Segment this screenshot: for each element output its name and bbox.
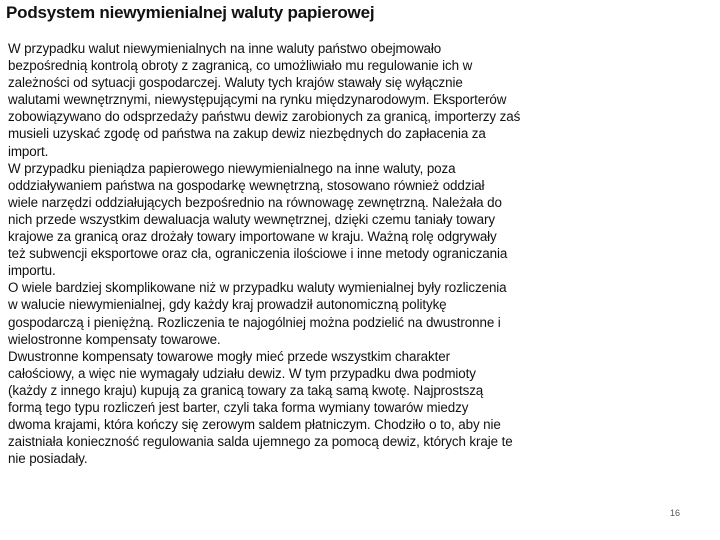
- body-line: O wiele bardziej skomplikowane niż w przypadku waluty wymienialnej były rozliczenia: [8, 280, 507, 296]
- body-line: całościowy, a więc nie wymagały udziału dewiz. W tym przypadku dwa podmioty: [8, 365, 476, 381]
- body-line: nich przede wszystkim dewaluacja waluty wewnętrznej, dzięki czemu taniały towary: [8, 211, 495, 227]
- body-line: gospodarczą i pieniężną. Rozliczenia te najogólniej można podzielić na dwustronne i: [8, 314, 501, 330]
- body-line: oddziaływaniem państwa na gospodarkę wewnętrzną, stosowano również oddział: [8, 177, 485, 193]
- body-line: import.: [8, 143, 49, 159]
- page-number: 16: [669, 508, 680, 518]
- body-line: walutami wewnętrznymi, niewystępującymi na rynku międzynarodowym. Eksporterów: [8, 92, 507, 108]
- body-line: Dwustronne kompensaty towarowe mogły mieć przede wszystkim charakter: [8, 348, 450, 364]
- body-line: W przypadku walut niewymienialnych na inne waluty państwo obejmowało: [8, 41, 442, 56]
- body-line: wielostronne kompensaty towarowe.: [8, 331, 221, 347]
- body-line: zobowiązywano do odsprzedaży państwu dewiz zarobionych za granicą, importerzy zaś: [8, 109, 521, 125]
- body-line: dwoma krajami, która kończy się zerowym saldem płatniczym. Chodziło o to, aby nie: [8, 417, 501, 433]
- body-line: zaistniała konieczność regulowania salda ujemnego za pomocą dewiz, których kraje te: [8, 434, 513, 450]
- body-line: wiele narzędzi oddziałujących bezpośrednio na równowagę zewnętrzną. Należała do: [8, 194, 502, 210]
- body-line: nie posiadały.: [8, 451, 88, 467]
- body-line: W przypadku pieniądza papierowego niewymienialnego na inne waluty, poza: [8, 160, 456, 176]
- slide-body: [8, 40, 714, 467]
- body-line: też subwencji eksportowe oraz cła, ograniczenia ilościowe i inne metody ograniczania: [8, 246, 508, 262]
- body-line: zależności od sytuacji gospodarczej. Waluty tych krajów stawały się wyłącznie: [8, 75, 463, 91]
- slide-title: Podsystem niewymienialnej waluty papierowej: [6, 3, 375, 22]
- body-line: krajowe za granicą oraz drożały towary importowane w kraju. Ważną rolę odgrywały: [8, 229, 497, 245]
- body-line: w walucie niewymienialnej, gdy każdy kraj prowadził autonomiczną politykę: [8, 297, 447, 313]
- body-line: musieli uzyskać zgodę od państwa na zakup dewiz niezbędnych do zapłacenia za: [8, 126, 486, 142]
- body-line: bezpośrednią kontrolą obroty z zagranicą, co umożliwiało mu regulowanie ich w: [8, 58, 473, 74]
- body-line: importu.: [8, 263, 56, 279]
- body-line: (każdy z innego kraju) kupują za granicą towary za taką samą kwotę. Najprostszą: [8, 382, 484, 398]
- body-line: formą tego typu rozliczeń jest barter, czyli taka forma wymiany towarów miedzy: [8, 399, 469, 415]
